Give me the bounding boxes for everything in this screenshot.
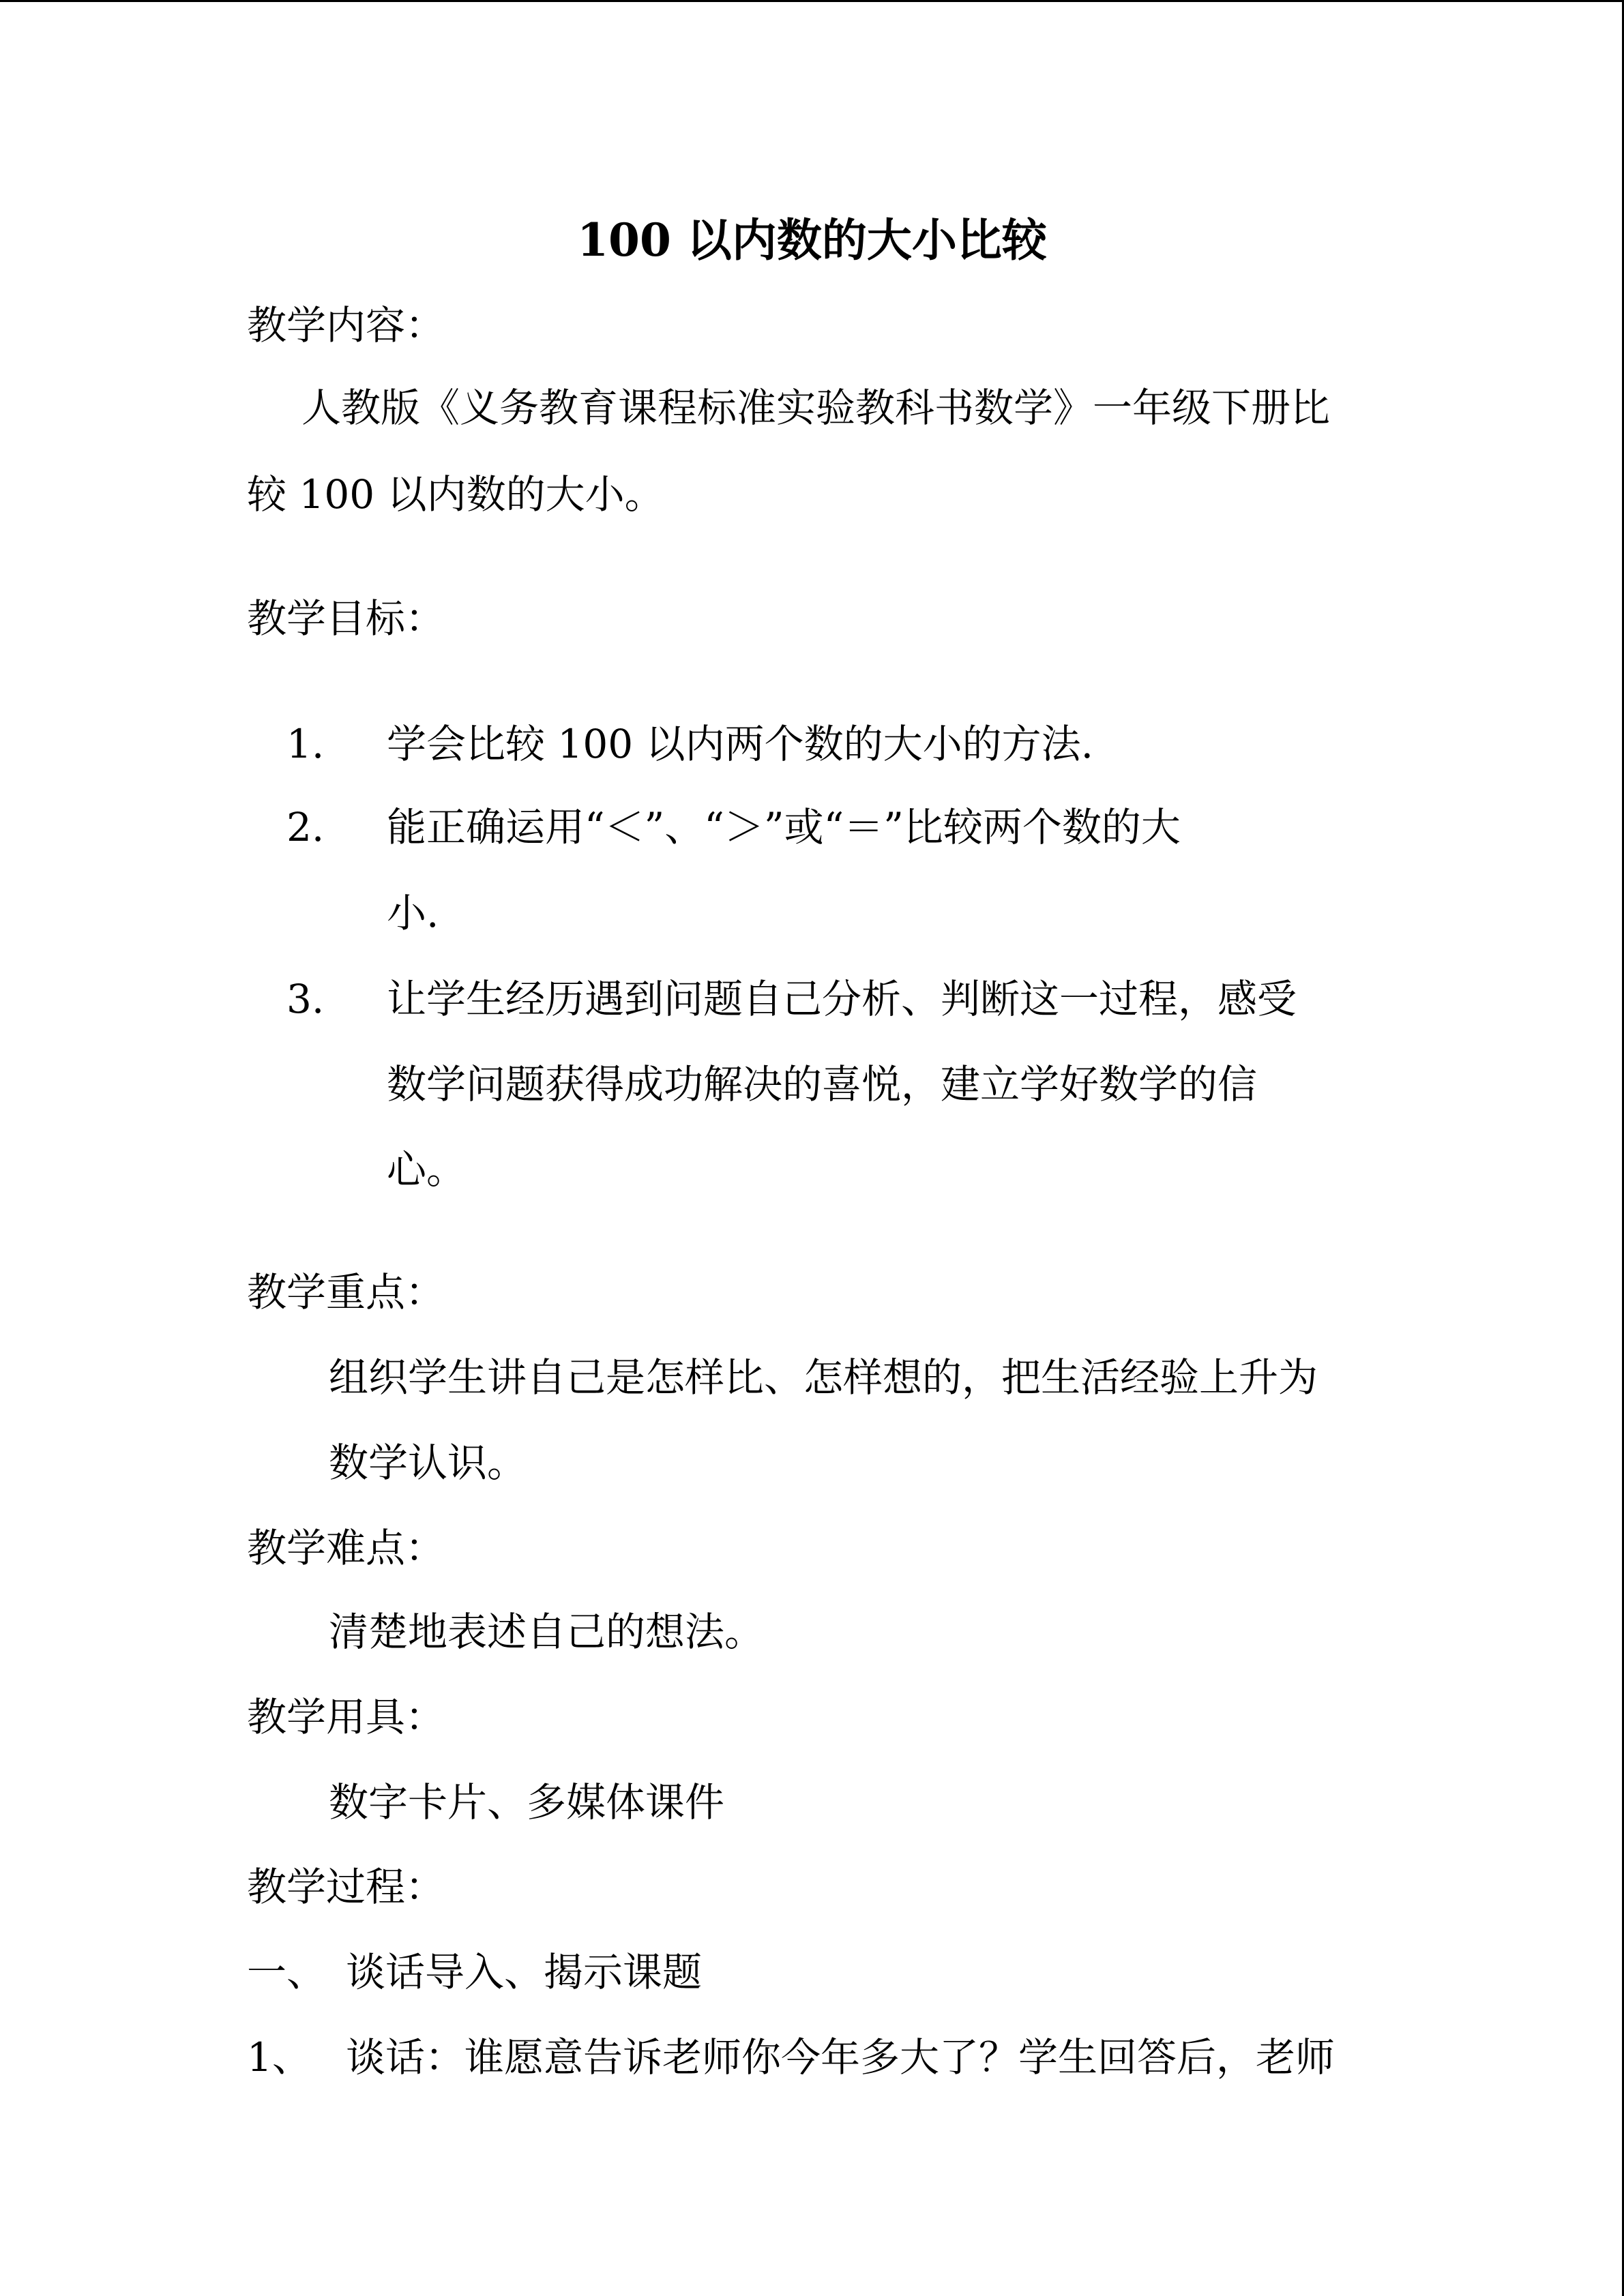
section-1-number: 一、 — [247, 1949, 327, 1995]
key-heading: 教学重点： — [247, 1269, 445, 1315]
tools-heading: 教学用具： — [247, 1694, 445, 1740]
goal-1-number: 1. — [286, 721, 325, 767]
goal-2-line-1: 能正确运用“＜”、“＞”或“＝”比较两个数的大 — [387, 804, 1181, 850]
content-text-line-1: 人教版《义务教育课程标准实验教科书数学》一年级下册比 — [301, 385, 1331, 431]
goal-3-line-3: 心。 — [387, 1146, 467, 1193]
process-heading: 教学过程： — [247, 1864, 445, 1910]
content-text-line-2: 较 100 以内数的大小。 — [247, 471, 664, 518]
section-1-title: 谈话导入、揭示课题 — [346, 1949, 703, 1995]
difficulty-heading: 教学难点： — [247, 1525, 445, 1571]
goal-3-line-2: 数学问题获得成功解决的喜悦，建立学好数学的信 — [387, 1061, 1258, 1107]
goal-2-number: 2. — [286, 804, 325, 850]
difficulty-text: 清楚地表述自己的想法。 — [329, 1609, 765, 1655]
goal-3-line-1: 让学生经历遇到问题自己分析、判断这一过程，感受 — [387, 976, 1297, 1022]
key-text-line-1: 组织学生讲自己是怎样比、怎样想的，把生活经验上升为 — [329, 1354, 1318, 1401]
goals-heading: 教学目标： — [247, 595, 445, 642]
goal-2-line-2: 小. — [387, 890, 439, 936]
step-1-text: 谈话：谁愿意告诉老师你今年多大了？学生回答后，老师 — [346, 2034, 1335, 2081]
key-text-line-2: 数学认识。 — [329, 1440, 527, 1486]
content-heading: 教学内容： — [247, 302, 445, 348]
goal-3-number: 3. — [286, 976, 325, 1022]
step-1-number: 1、 — [247, 2034, 312, 2081]
tools-text: 数字卡片、多媒体课件 — [329, 1779, 725, 1825]
goal-1-line-1: 学会比较 100 以内两个数的大小的方法. — [387, 721, 1094, 767]
document-title: 100 以内数的大小比较 — [577, 213, 1047, 267]
